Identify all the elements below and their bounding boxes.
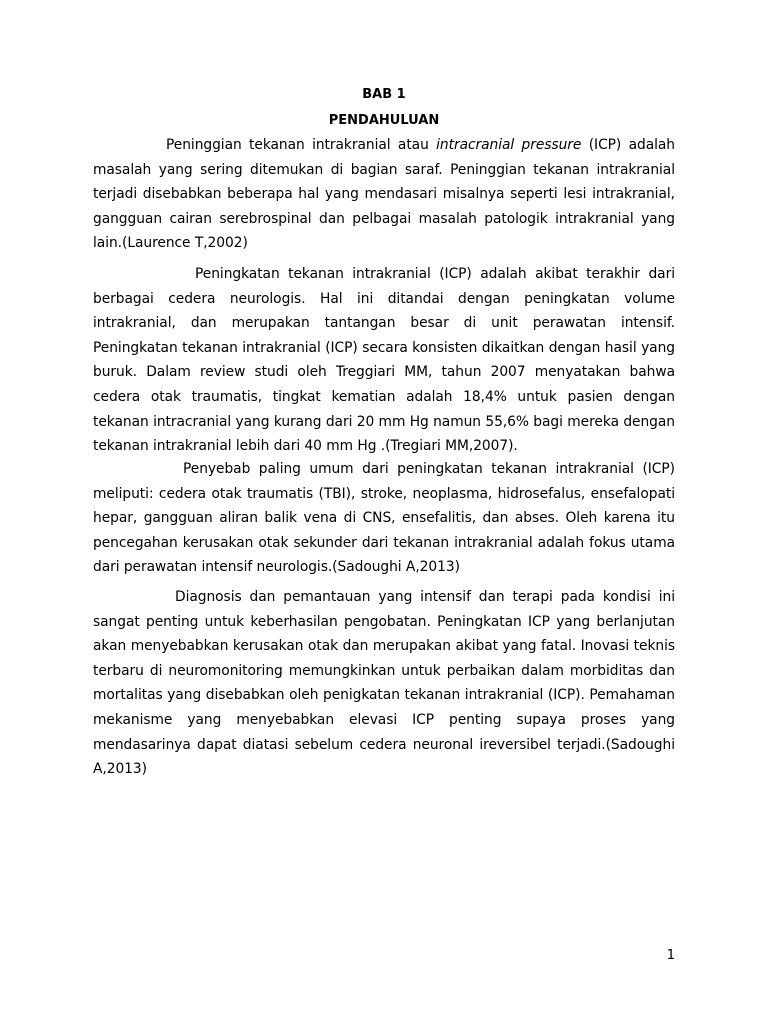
section-title: PENDAHULUAN [328, 113, 440, 128]
paragraph-2: Peningkatan tekanan intrakranial (ICP) adalah akibat terakhir dari berbagai cedera neurologis. Hal ini ditandai dengan peningkatan volume intrakranial, dan merupakan tantangan besar di unit perawatan intensif. Peningkatan tekanan intrakranial (ICP) secara konsisten dikaitkan dengan hasil yang buruk. Dalam review studi oleh Treggiari MM, tahun 2007 menyatakan bahwa cedera otak traumatis, tingkat kematian adalah 18,4% untuk pasien dengan tekanan intracranial yang kurang dari 20 mm Hg namun 55,6% bagi mereka dengan tekanan intrakranial lebih dari 40 mm Hg .(Tregiari MM,2007). [93, 266, 675, 455]
page-number: 1 [666, 948, 675, 963]
paragraph-3: Penyebab paling umum dari peningkatan tekanan intrakranial (ICP) meliputi: cedera otak traumatis (TBI), stroke, neoplasma, hidrosefalus, ensefalopati hepar, gangguan aliran balik vena di CNS, ensefalitis, dan abses. Oleh karena itu pencegahan kerusakan otak sekunder dari tekanan intrakranial adalah fokus utama dari perawatan intensif neurologis.(Sadoughi A,2013) [93, 461, 675, 576]
paragraph-1-rest: (ICP) adalah masalah yang sering ditemukan di bagian saraf. Peninggian tekanan intrakranial terjadi disebabkan beberapa hal yang mendasari misalnya seperti lesi intrakranial, gangguan cairan serebrospinal dan pelbagai masalah patologik intrakranial yang lain.(Laurence T,2002) [93, 137, 676, 252]
paragraph-1-italic-term: intracranial pressure [436, 137, 582, 153]
paragraph-1-start: Peninggian tekanan intrakranial atau [166, 137, 437, 153]
chapter-heading: BAB 1 [362, 87, 406, 102]
paragraph-1 [93, 133, 675, 256]
paragraph-4: Diagnosis dan pemantauan yang intensif dan terapi pada kondisi ini sangat penting untuk keberhasilan pengobatan. Peningkatan ICP yang berlanjutan akan menyebabkan kerusakan otak dan merupakan akibat yang fatal. Inovasi teknis terbaru di neuromonitoring memungkinkan untuk perbaikan dalam morbiditas dan mortalitas yang disebabkan oleh penigkatan tekanan intrakranial (ICP). Pemahaman mekanisme yang menyebabkan elevasi ICP penting supaya proses yang mendasarinya dapat diatasi sebelum cedera neuronal ireversibel terjadi.(Sadoughi A,2013) [93, 589, 675, 778]
